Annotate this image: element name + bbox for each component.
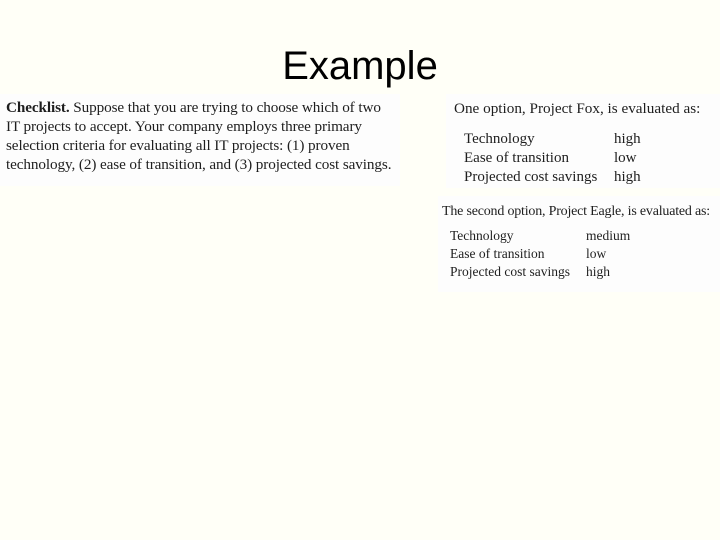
table-row <box>450 263 630 281</box>
criterion-label: Ease of transition <box>450 246 545 261</box>
checklist-excerpt <box>0 94 400 186</box>
criterion-label: Projected cost savings <box>450 264 570 279</box>
criterion-rating: medium <box>586 228 631 243</box>
criterion-label: Technology <box>464 131 535 147</box>
criterion-label: Projected cost savings <box>464 169 598 185</box>
checklist-body: Suppose that you are trying to choose which of two IT projects to accept. Your company employs three primary selection criteria for evaluating all IT projects: (1) proven technology, (2) ease of transition, and (3) projected cost savings. <box>6 99 392 173</box>
criterion-rating: high <box>614 131 641 147</box>
project-eagle-excerpt <box>438 196 720 292</box>
project-eagle-intro: The second option, Project Eagle, is evaluated as: <box>442 204 710 219</box>
criterion-rating: high <box>586 264 611 279</box>
table-row <box>464 130 641 149</box>
criterion-label: Technology <box>450 228 514 243</box>
criterion-rating: low <box>614 150 637 166</box>
project-fox-excerpt <box>446 94 720 188</box>
criterion-label: Ease of transition <box>464 150 569 166</box>
criterion-rating: low <box>586 246 607 261</box>
slide-title-text: Example <box>282 44 438 88</box>
table-row <box>450 245 630 263</box>
criterion-rating: high <box>614 169 641 185</box>
table-row <box>464 149 641 168</box>
table-row <box>450 227 630 245</box>
project-fox-table <box>464 130 641 187</box>
project-eagle-table <box>450 227 630 281</box>
table-row <box>464 168 641 187</box>
checklist-lead: Checklist. <box>6 99 70 116</box>
project-fox-intro: One option, Project Fox, is evaluated as: <box>454 100 701 117</box>
slide-title <box>0 44 720 89</box>
